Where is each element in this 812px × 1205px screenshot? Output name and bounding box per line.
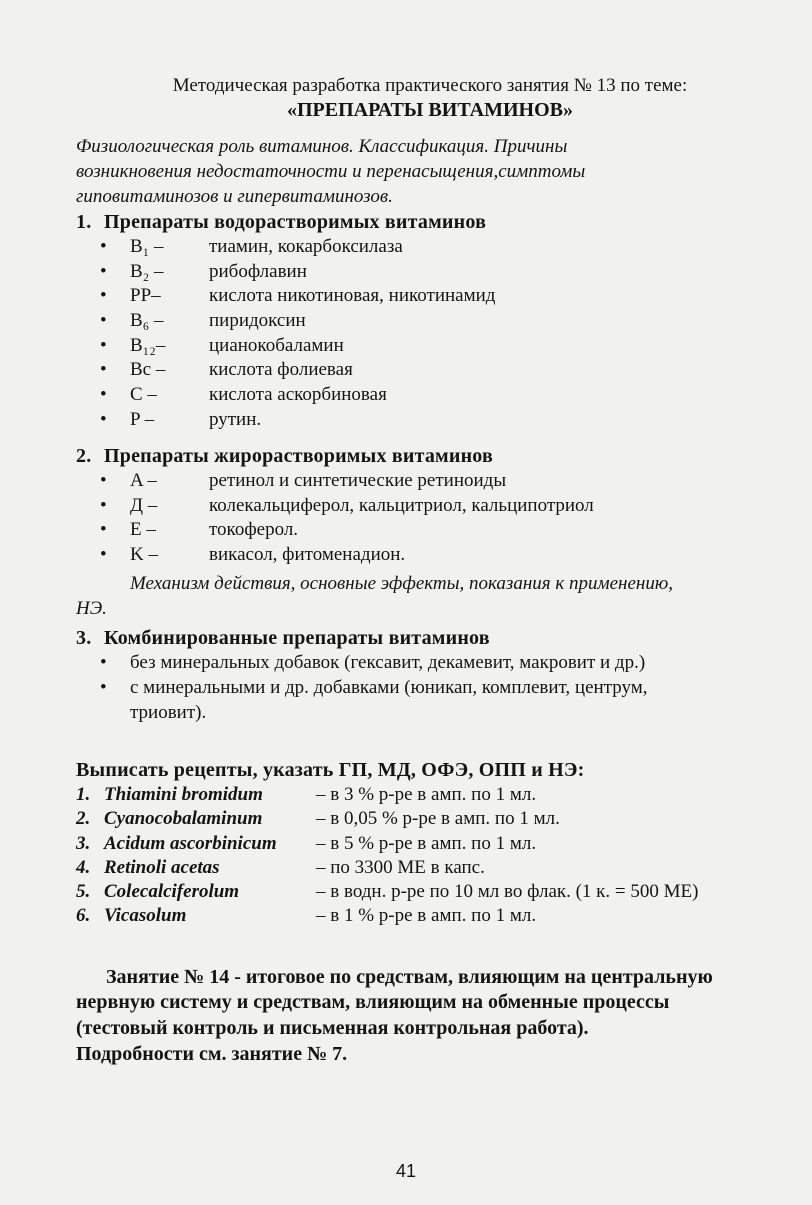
bullet: • [100, 677, 107, 698]
bullet: • [100, 310, 107, 332]
drug-form: – в 1 % р-ре в амп. по 1 мл. [316, 905, 537, 927]
section-title: Препараты жирорастворимых витаминов [104, 445, 494, 467]
prescription-row [76, 856, 796, 880]
prescription-row [76, 832, 796, 856]
vitamin-name: ретинол и синтетические ретиноиды [209, 470, 507, 491]
prescription-number: 6. [76, 905, 91, 927]
list-item [100, 260, 790, 285]
combined-item-text: без минеральных добавок (гексавит, декамевит, макровит и др.) [130, 652, 646, 673]
drug-latin-name: Cyanocobalaminum [104, 808, 263, 830]
vitamin-name: цианокобаламин [209, 334, 344, 356]
list-item [100, 543, 790, 568]
list-item [100, 518, 790, 543]
intro-line: гиповитаминозов и гипервитаминозов. [76, 186, 393, 207]
bullet: • [100, 544, 107, 566]
list-item [100, 469, 790, 494]
prescription-number: 2. [76, 808, 91, 830]
vitamin-name: тиамин, кокарбоксилаза [209, 236, 403, 257]
vitamin-list-fat-soluble [100, 469, 790, 568]
mechanism-note-continued: НЭ. [76, 598, 107, 619]
vitamin-name: рутин. [209, 408, 262, 430]
prescriptions-heading: Выписать рецепты, указать ГП, МД, ОФЭ, ОПП и НЭ: [76, 759, 585, 781]
bullet: • [100, 470, 107, 491]
section-heading [76, 444, 493, 468]
vitamin-name: рибофлавин [209, 260, 307, 282]
prescription-row [76, 904, 796, 928]
drug-latin-name: Acidum ascorbinicum [104, 832, 277, 854]
list-item [100, 358, 790, 383]
combined-item-text: с минеральными и др. добавками (юникап, комплевит, центрум, [130, 677, 648, 698]
bullet: • [100, 236, 107, 257]
page-title: «ПРЕПАРАТЫ ВИТАМИНОВ» [286, 99, 573, 121]
prescription-row [76, 783, 796, 807]
vitamin-code: A – [130, 470, 157, 491]
bullet: • [100, 652, 107, 673]
section-heading [76, 210, 486, 234]
list-item [100, 235, 790, 260]
mechanism-note: Механизм действия, основные эффекты, показания к применению, [130, 573, 673, 594]
vitamin-list-water-soluble [100, 235, 790, 433]
list-item [100, 383, 790, 408]
page-number: 41 [395, 1161, 417, 1181]
vitamin-code: Bс – [130, 359, 166, 381]
prescription-number: 3. [76, 832, 91, 854]
vitamin-name: кислота аскорбиновая [209, 384, 387, 406]
vitamin-code: B₁ – [130, 236, 164, 257]
prescription-row [76, 880, 796, 904]
intro-line: возникновения недостаточности и перенасыщения,симптомы [76, 161, 586, 182]
bullet: • [100, 359, 107, 381]
prescription-row [76, 807, 796, 831]
drug-form: – в 3 % р-ре в амп. по 1 мл. [316, 784, 537, 805]
vitamin-code: K – [130, 544, 158, 566]
vitamin-name: пиридоксин [209, 310, 306, 332]
vitamin-name: кислота никотиновая, никотинамид [209, 285, 496, 307]
vitamin-code: Д – [130, 494, 158, 516]
prescription-list [76, 783, 796, 929]
bullet: • [100, 260, 107, 282]
vitamin-code: C – [130, 384, 157, 406]
section-title: Препараты водорастворимых витаминов [104, 211, 487, 233]
list-item [100, 408, 790, 433]
combined-item [100, 676, 790, 723]
vitamin-code: E – [130, 519, 156, 541]
drug-latin-name: Retinoli acetas [104, 856, 220, 878]
vitamin-name: викасол, фитоменадион. [209, 544, 406, 566]
prescription-number: 1. [76, 784, 91, 805]
prescription-number: 5. [76, 881, 91, 903]
drug-form: – в 0,05 % р-ре в амп. по 1 мл. [316, 808, 560, 830]
section-number: 2. [76, 445, 92, 467]
drug-form: – по 3300 МЕ в капс. [316, 856, 485, 878]
vitamin-name: кислота фолиевая [209, 359, 353, 381]
lesson-14-text: Занятие № 14 - итоговое по средствам, влияющим на центральную [106, 966, 713, 988]
drug-form: – в 5 % р-ре в амп. по 1 мл. [316, 832, 537, 854]
bullet: • [100, 384, 107, 406]
intro-line: Физиологическая роль витаминов. Классификация. Причины [76, 136, 568, 157]
bullet: • [100, 285, 107, 307]
vitamin-code: PP– [130, 285, 161, 307]
list-item [100, 334, 790, 359]
lesson-14-text: нервную систему и средствам, влияющим на обменные процессы [76, 991, 670, 1013]
bullet: • [100, 494, 107, 516]
drug-latin-name: Vicasolum [104, 905, 187, 927]
bullet: • [100, 519, 107, 541]
lesson-14-text: (тестовый контроль и письменная контрольная работа). [76, 1017, 589, 1039]
vitamin-code: B₂ – [130, 260, 164, 282]
list-item [100, 284, 790, 309]
list-item [100, 494, 790, 519]
list-item [100, 309, 790, 334]
drug-latin-name: Thiamini bromidum [104, 784, 263, 805]
bullet: • [100, 408, 107, 430]
section-title: Комбинированные препараты витаминов [104, 627, 490, 649]
vitamin-code: B₁₂– [130, 334, 166, 356]
vitamin-name: токоферол. [209, 519, 299, 541]
lesson-14-text: Подробности см. занятие № 7. [76, 1043, 348, 1065]
section-number: 3. [76, 627, 92, 649]
prescription-number: 4. [76, 856, 91, 878]
vitamin-name: колекальциферол, кальцитриол, кальципотриол [209, 494, 594, 516]
combined-item [100, 651, 790, 675]
vitamin-code: P – [130, 408, 155, 430]
header-line: Методическая разработка практического занятия № 13 по теме: [172, 75, 688, 96]
drug-form: – в водн. р-ре по 10 мл во флак. (1 к. = 500 МЕ) [316, 881, 699, 903]
bullet: • [100, 334, 107, 356]
combined-item-text-continued: триовит). [130, 702, 207, 723]
section-number: 1. [76, 211, 92, 233]
section-heading [76, 626, 490, 650]
drug-latin-name: Colecalciferolum [104, 881, 240, 903]
vitamin-code: B₆ – [130, 310, 164, 332]
